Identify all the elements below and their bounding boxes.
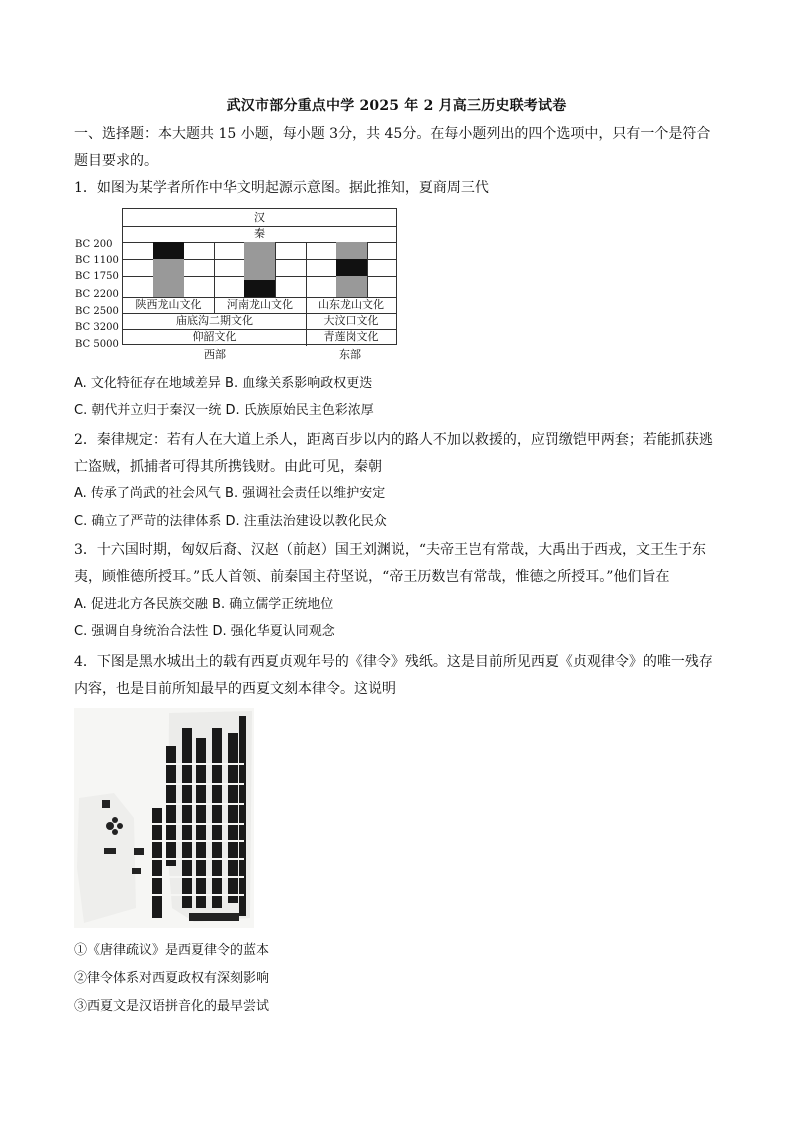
row-label: BC 200 [75,239,113,250]
page-title: 武汉市部分重点中学 2025 年 2 月高三历史联考试卷 [226,98,567,114]
q3-option-cd: C. 强调自身统治合法性 D. 强化华夏认同观念 [74,624,335,639]
culture-shaanxi-longshan: 陕西龙山文化 [135,298,202,311]
row-label: BC 5000 [75,339,119,350]
west-black-block [153,242,184,259]
row-label: BC 3200 [75,322,119,333]
q3-stem-line2: 夷，顾惟德所授耳。”氐人首领、前秦国主苻坚说，“帝王历数岂有常哉，惟德之所授耳。”他们旨在 [74,569,670,585]
dynasty-han: 汉 [254,211,265,224]
q4-statement-2: ②律令体系对西夏政权有深刻影响 [74,971,270,986]
civilization-origin-chart [75,206,405,361]
xixia-manuscript-image [74,708,254,928]
q1-option-ab: A. 文化特征存在地域差异 B. 血缘关系影响政权更迭 [74,376,373,391]
central-gray-block [244,242,275,280]
section-instructions-line1: 一、选择题：本大题共 15 小题，每小题 3分，共 45分。在每小题列出的四个选项中，只有一个是符合 [74,126,711,142]
q2-stem-line1: 2．秦律规定：若有人在大道上杀人，距离百步以内的路人不加以救援的，应罚缴铠甲两套；若能抓获逃 [74,432,713,448]
culture-shandong-longshan: 山东龙山文化 [318,298,384,311]
region-east: 东部 [339,348,361,361]
row-label: BC 1100 [75,255,119,266]
region-west: 西部 [204,348,226,361]
q4-statement-3: ③西夏文是汉语拼音化的最早尝试 [74,999,270,1014]
q2-stem-line2: 亡盗贼，抓捕者可得其所携钱财。由此可见，秦朝 [74,459,382,475]
row-label: BC 2200 [75,289,119,300]
q4-statement-1: ①《唐律疏议》是西夏律令的蓝本 [74,943,270,958]
east-black-block [336,259,367,276]
q2-option-cd: C. 确立了严苛的法律体系 D. 注重法治建设以教化民众 [74,514,387,529]
central-black-block [244,280,275,297]
q2-option-ab: A. 传承了尚武的社会风气 B. 强调社会责任以维护安定 [74,486,386,501]
row-label: BC 2500 [75,306,119,317]
chart-grid [122,208,397,345]
culture-henan-longshan: 河南龙山文化 [227,298,293,311]
culture-yangshao: 仰韶文化 [192,330,237,343]
q3-stem-line1: 3．十六国时期，匈奴后裔、汉赵（前赵）国王刘渊说，“夫帝王岂有常哉，大禹出于西戎，文王生于东 [74,542,707,558]
culture-miaodigou: 庙底沟二期文化 [176,314,253,327]
west-gray-block [153,259,184,297]
row-label: BC 1750 [75,271,119,282]
culture-qingliangang: 青莲岗文化 [323,330,379,343]
q3-option-ab: A. 促进北方各民族交融 B. 确立儒学正统地位 [74,597,334,612]
dynasty-qin: 秦 [254,227,265,240]
q1-option-cd: C. 朝代并立归于秦汉一统 D. 氏族原始民主色彩浓厚 [74,403,374,418]
q1-stem: 1．如图为某学者所作中华文明起源示意图。据此推知，夏商周三代 [74,180,489,196]
east-gray-block-bottom [336,276,367,297]
east-gray-block-top [336,242,367,259]
culture-dawenkou: 大汶口文化 [323,314,379,327]
q4-stem-line2: 内容，也是目前所知最早的西夏文刻本律令。这说明 [74,681,396,697]
q4-stem-line1: 4．下图是黑水城出土的载有西夏贞观年号的《律令》残纸。这是目前所见西夏《贞观律令》的唯一残存 [74,654,713,670]
section-instructions-line2: 题目要求的。 [74,153,158,169]
